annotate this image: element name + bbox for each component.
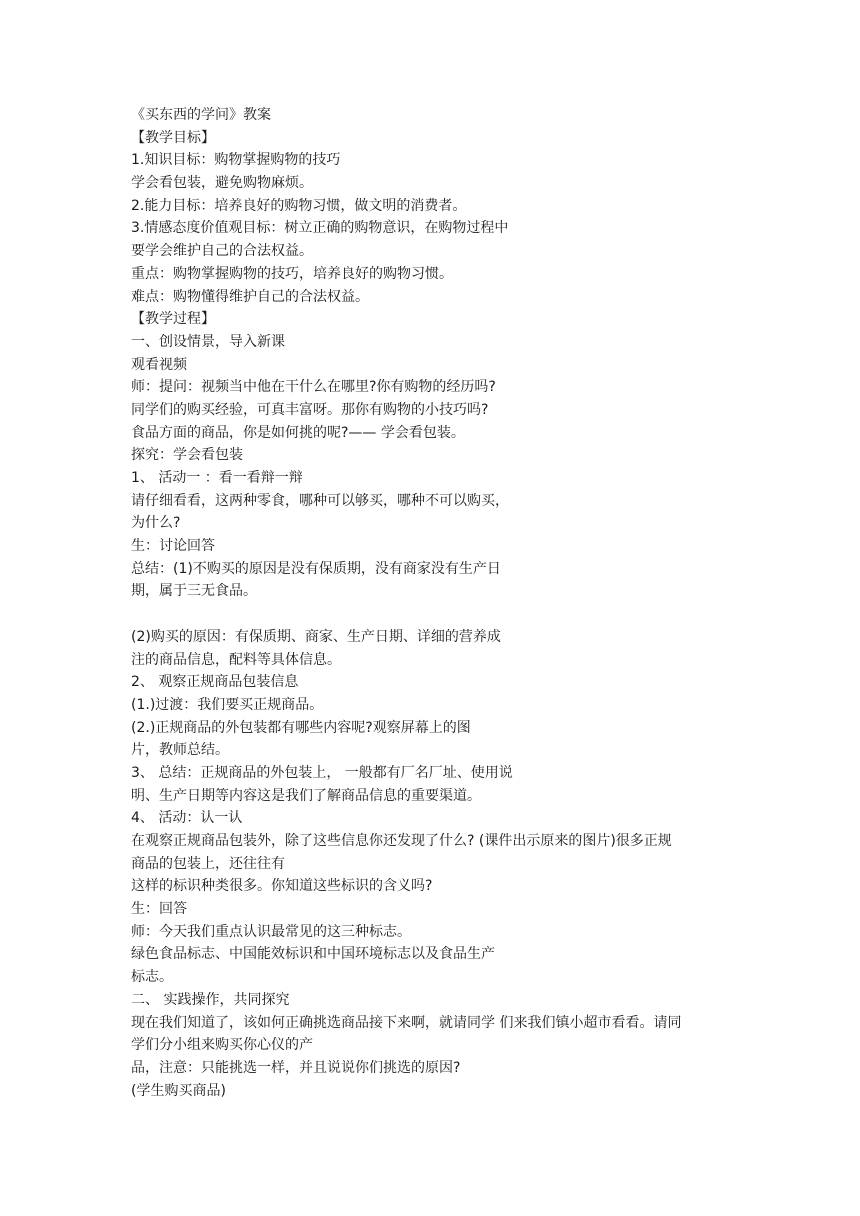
text-line: 绿色食品标志、中国能效标识和中国环境标志以及食品生产 [131, 946, 495, 963]
text-line: 4、 活动：认一认 [131, 810, 243, 827]
text-line: 现在我们知道了，该如何正确挑选商品接下来啊，就请同学 们来我们镇小超市看看。请同 [131, 1014, 682, 1031]
text-line: 生：讨论回答 [131, 538, 215, 555]
text-line: 商品的包装上，还往往有 [131, 855, 285, 872]
text-line: 期，属于三无食品。 [131, 583, 257, 600]
text-line: 一、创设情景，导入新课 [131, 333, 285, 350]
text-line: 1.知识目标：购物掌握购物的技巧 [131, 152, 341, 169]
text-line: 要学会维护自己的合法权益。 [131, 243, 313, 260]
text-line: 3.情感态度价值观目标：树立正确的购物意识，在购物过程中 [131, 220, 509, 237]
text-line: 重点：购物掌握购物的技巧，培养良好的购物习惯。 [131, 265, 453, 282]
text-line: 师：今天我们重点认识最常见的这三种标志。 [131, 923, 411, 940]
text-line: 学们分小组来购买你心仪的产 [131, 1037, 313, 1054]
section-heading-process: 【教学过程】 [131, 311, 215, 328]
text-line: 难点：购物懂得维护自己的合法权益。 [131, 288, 369, 305]
text-line: (2)购买的原因：有保质期、商家、生产日期、详细的营养成 [131, 628, 501, 645]
text-line: 总结：(1)不购买的原因是没有保质期，没有商家没有生产日 [131, 560, 501, 577]
text-line: (学生购买商品) [131, 1082, 226, 1099]
text-line: (1.)过渡：我们要买正规商品。 [131, 696, 324, 713]
text-line: 为什么? [131, 515, 181, 532]
text-line: 学会看包装，避免购物麻烦。 [131, 175, 313, 192]
text-line: 品，注意：只能挑选一样，并且说说你们挑选的原因? [131, 1059, 461, 1076]
text-line: 探究：学会看包装 [131, 447, 243, 464]
text-line: 食品方面的商品，你是如何挑的呢?—— 学会看包装。 [131, 424, 465, 441]
document-body [131, 104, 736, 1102]
text-line: 生：回答 [131, 901, 187, 918]
text-line: 请仔细看看，这两种零食，哪种可以够买，哪种不可以购买， [131, 492, 509, 509]
text-line: 这样的标识种类很多。你知道这些标识的含义吗? [131, 878, 433, 895]
text-line: 2.能力目标：培养良好的购物习惯，做文明的消费者。 [131, 197, 467, 214]
text-line: 2、 观察正规商品包装信息 [131, 674, 299, 691]
text-line: 观看视频 [131, 356, 187, 373]
text-line: 1、 活动一 ：看一看辩一辩 [131, 470, 303, 486]
text-line: 同学们的购买经验，可真丰富呀。那你有购物的小技巧吗? [131, 401, 489, 418]
text-line: (2.)正规商品的外包装都有哪些内容呢?观察屏幕上的图 [131, 719, 471, 736]
text-line: 注的商品信息，配料等具体信息。 [131, 651, 341, 668]
section-heading-objectives: 【教学目标】 [131, 129, 215, 146]
text-line: 3、 总结：正规商品的外包装上， 一般都有厂名厂址、使用说 [131, 764, 513, 781]
text-line: 片，教师总结。 [131, 742, 229, 759]
blank-line [131, 603, 736, 626]
text-line: 标志。 [131, 969, 173, 986]
text-line: 二、 实践操作，共同探究 [131, 991, 290, 1008]
document-title: 《买东西的学问》教案 [131, 107, 271, 123]
text-line: 在观察正规商品包装外，除了这些信息你还发现了什么? (课件出示原来的图片)很多正规 [131, 833, 672, 849]
text-line: 师：提问：视频当中他在干什么在哪里?你有购物的经历吗? [131, 379, 496, 396]
text-line: 明、生产日期等内容这是我们了解商品信息的重要渠道。 [131, 787, 481, 804]
